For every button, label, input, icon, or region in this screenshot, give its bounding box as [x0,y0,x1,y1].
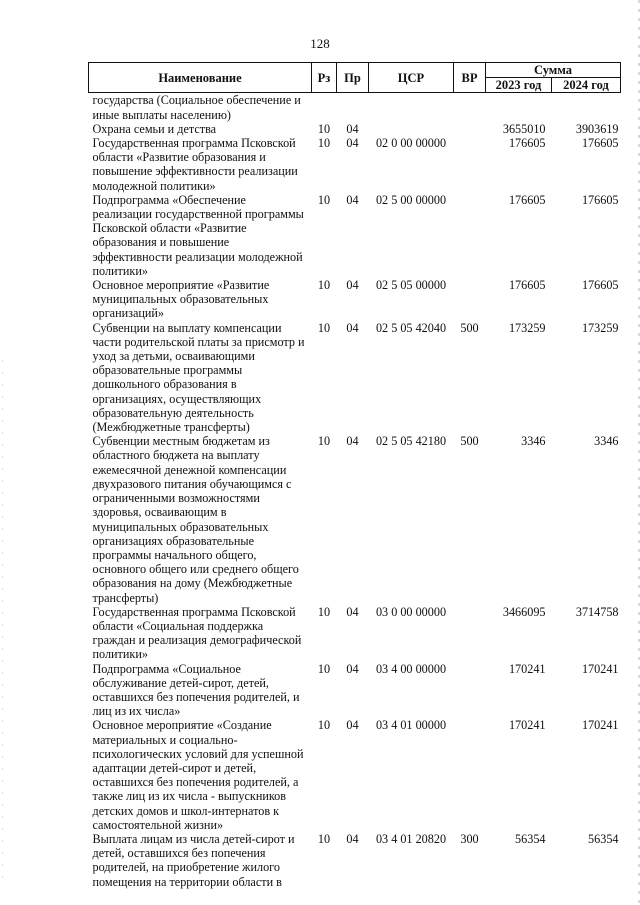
header-year-2023: 2023 год [486,78,552,93]
row-vr [454,122,486,136]
row-rz: 10 [317,661,331,676]
row-sum-2024: 176605 [581,136,619,151]
header-sum: Сумма [486,63,621,78]
row-vr: 500 [460,434,479,449]
row-vr [454,278,486,321]
row-csr: 02 5 05 00000 [375,278,447,293]
row-sum-2023: 3466095 [502,604,546,619]
header-year-2024: 2024 год [552,78,621,93]
row-rz: 10 [317,718,331,733]
table-row [89,136,621,193]
row-csr: 03 4 00 00000 [375,661,447,676]
header-rz: Рз [312,63,337,93]
row-rz: 10 [317,604,331,619]
row-name: Субвенции местным бюджетам из областного бюджета на выплату ежемесячной денежной компенсации двухразового питания обучающимся с ограниченными возможностями здоровья, осваивающим в муниципальных образовательных организациях образовательные программы начального общего, основного общего или среднего общего образования на дому (Межбюджетные трансферты) [92,434,299,605]
row-rz: 10 [317,320,331,335]
table-row [89,321,621,435]
row-sum-2024: 56354 [588,831,619,846]
row-pr: 04 [346,121,359,136]
row-name: Подпрограмма «Обеспечение реализации государственной программы Псковской области «Развитие образования и повышение эффективности реализации молодежной политики» [92,192,304,278]
table-row [89,93,621,122]
row-name: Государственная программа Псковской области «Развитие образования и повышение эффективности реализации молодежной политики» [92,136,298,193]
header-csr: ЦСР [369,63,454,93]
row-csr: 02 5 05 42180 [375,434,447,449]
page-number: 128 [310,36,330,51]
row-rz: 10 [317,136,331,151]
row-name: государства (Социальное обеспечение и иные выплаты населению) [92,93,301,122]
row-pr: 04 [346,831,359,846]
row-sum-2024: 176605 [581,278,619,293]
row-vr [454,193,486,278]
row-rz: 10 [317,831,331,846]
row-pr: 04 [346,434,359,449]
row-name: Основное мероприятие «Создание материальных и социально-психологических условий для успешной адаптации детей-сирот и детей, оставшихся без попечения родителей, а также лиц из их числа - выпускников детских домов и школ-интернатов к самостоятельной жизни» [92,718,304,832]
header-vr: ВР [454,63,486,93]
row-rz: 10 [317,192,331,207]
row-sum-2024: 3346 [594,434,619,449]
table-row [89,718,621,832]
row-sum-2024: 3714758 [575,604,619,619]
row-sum-2024: 176605 [581,192,619,207]
row-sum-2023: 3346 [521,434,546,449]
row-name: Выплата лицам из числа детей-сирот и детей, оставшихся без попечения родителей, на приобретение жилого помещения на территории области в [92,831,295,889]
row-pr: 04 [346,661,359,676]
scan-edge-artifact-left [2,360,3,880]
row-csr [369,93,454,122]
row-sum-2023 [486,93,552,122]
row-rz: 10 [317,121,331,136]
row-name: Охрана семьи и детства [92,121,217,136]
row-sum-2023: 176605 [508,136,546,151]
row-vr [454,605,486,662]
table-row [89,193,621,278]
row-csr: 03 0 00 00000 [375,604,447,619]
row-csr: 03 4 01 20820 [375,831,447,846]
row-sum-2023: 176605 [508,278,546,293]
row-pr: 04 [346,604,359,619]
table-header [89,63,621,93]
table-row [89,832,621,889]
row-rz: 10 [317,434,331,449]
table-body [89,93,621,889]
row-vr [454,93,486,122]
row-csr: 03 4 01 00000 [375,718,447,733]
row-csr: 02 5 00 00000 [375,192,447,207]
table-row [89,122,621,136]
row-sum-2024: 170241 [581,718,619,733]
row-sum-2024: 170241 [581,661,619,676]
row-vr: 500 [460,320,479,335]
header-name: Наименование [89,63,312,93]
row-rz [312,93,337,122]
row-vr: 300 [460,831,479,846]
row-sum-2024 [552,93,621,122]
row-pr: 04 [346,718,359,733]
row-csr [369,122,454,136]
row-sum-2023: 176605 [508,192,546,207]
row-sum-2024: 3903619 [575,121,619,136]
row-name: Основное мероприятие «Развитие муниципальных образовательных организаций» [92,278,270,321]
table-row [89,662,621,719]
row-sum-2023: 173259 [508,320,546,335]
row-vr [454,662,486,719]
row-sum-2023: 170241 [508,661,546,676]
row-pr: 04 [346,192,359,207]
table-row [89,605,621,662]
row-pr [337,93,369,122]
row-sum-2023: 3655010 [502,121,546,136]
row-sum-2023: 56354 [515,831,546,846]
row-name: Субвенции на выплату компенсации части родительской платы за присмотр и уход за детьми, осваивающими образовательные программы дошкольного образования в организациях, осуществляющих образовательную деятельность (Межбюджетные трансферты) [92,320,305,435]
row-pr: 04 [346,136,359,151]
header-pr: Пр [337,63,369,93]
row-csr: 02 5 05 42040 [375,320,447,335]
row-csr: 02 0 00 00000 [375,136,447,151]
row-vr [454,718,486,832]
row-pr: 04 [346,320,359,335]
row-vr [454,136,486,193]
row-pr: 04 [346,278,359,293]
row-name: Подпрограмма «Социальное обслуживание детей-сирот, детей, оставшихся без попечения родителей, и лиц из их числа» [92,661,300,719]
table-row [89,278,621,321]
row-sum-2023: 170241 [508,718,546,733]
table-row [89,434,621,604]
budget-table [88,62,621,889]
row-sum-2024: 173259 [581,320,619,335]
row-name: Государственная программа Псковской области «Социальная поддержка граждан и реализация демографической политики» [92,604,302,662]
row-rz: 10 [317,278,331,293]
